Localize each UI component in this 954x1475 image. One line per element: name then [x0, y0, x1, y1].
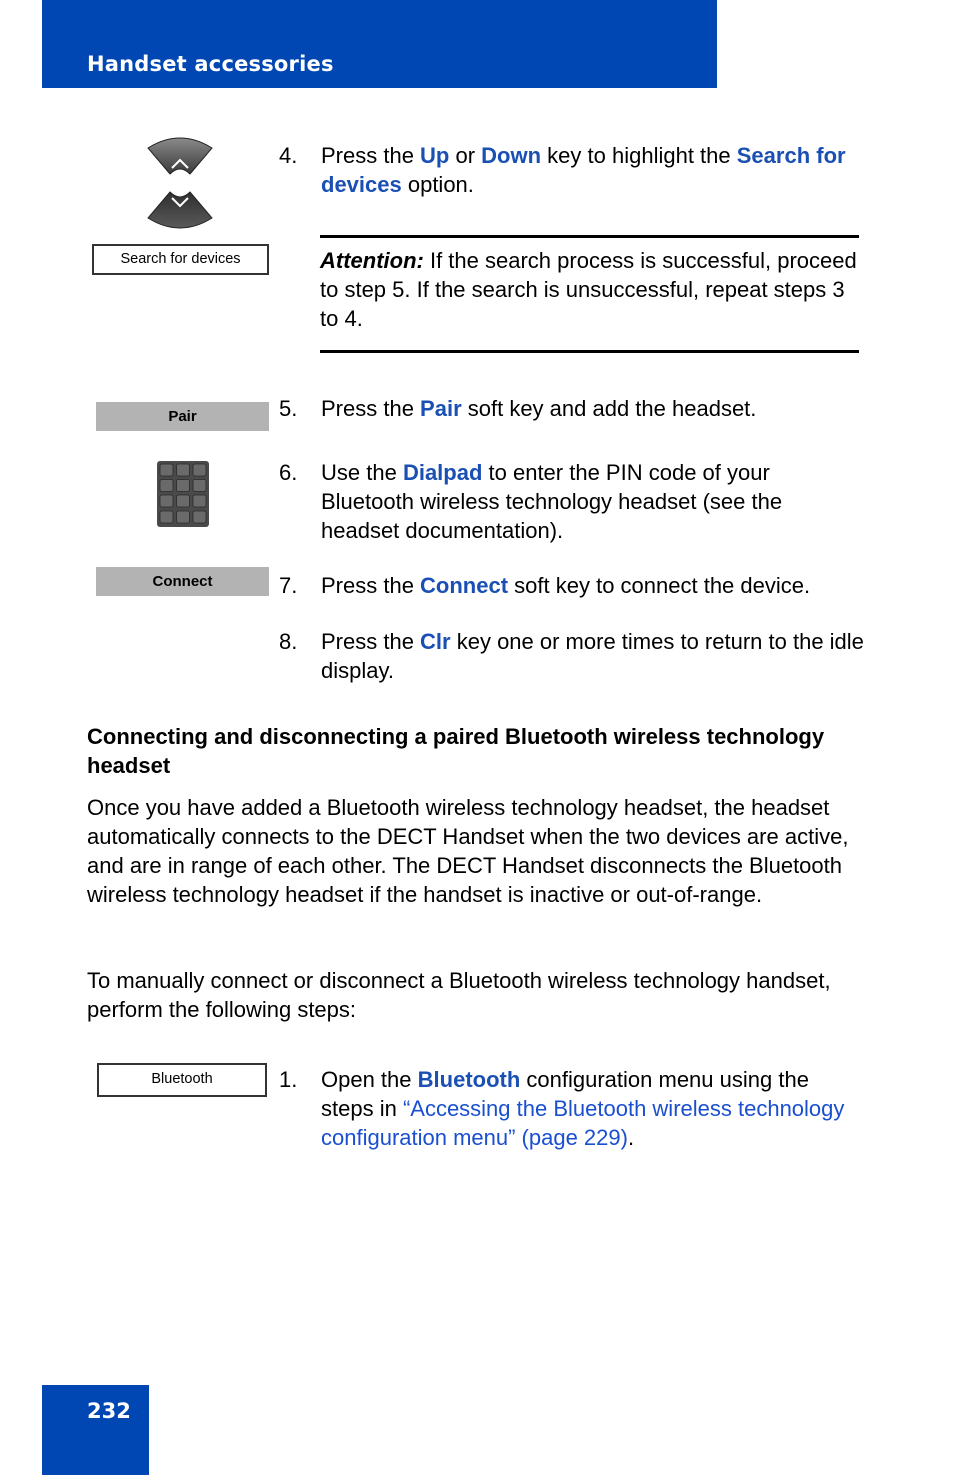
softkey-connect: Connect: [96, 567, 269, 596]
keyword: Up: [420, 143, 450, 168]
step-number: 6.: [279, 460, 298, 485]
section-paragraph-2: To manually connect or disconnect a Bluetooth wireless technology handset, perform the following steps:: [87, 968, 831, 1022]
step-text: [321, 571, 866, 600]
attention-label: Attention:: [320, 248, 424, 273]
page-number: 232: [87, 1399, 131, 1423]
text-run: Use the: [321, 460, 403, 485]
step-number: 4.: [279, 143, 298, 168]
text-run: or: [449, 143, 482, 168]
attention-top-rule: [320, 235, 859, 238]
text-run: key to highlight the: [541, 143, 737, 168]
footer-page-box: [42, 1385, 149, 1475]
attention-bottom-rule: [320, 350, 859, 353]
keyword: Connect: [420, 573, 509, 598]
step-number: 1.: [279, 1067, 298, 1092]
step-number: 5.: [279, 396, 298, 421]
attention-note: [320, 246, 860, 333]
attention-text: If the search process is successful, proceed to step 5. If the search is unsuccessful, repeat steps 3 to 4.: [320, 248, 857, 331]
section-paragraph-1: Once you have added a Bluetooth wireless technology headset, the headset automatically connects to the DECT Handset when the two devices are active, and are in range of each other. The DECT Handset disconnects the Bluetooth wireless technology headset if the handset is inactive or out-of-range.: [87, 795, 849, 907]
section-heading: Connecting and disconnecting a paired Bluetooth wireless technology headset: [87, 724, 825, 778]
text-run: Press the: [321, 143, 421, 168]
text-run: Press the: [321, 396, 421, 421]
step-number: 7.: [279, 573, 298, 598]
text-run: to enter the PIN code of your Bluetooth wireless technology headset (see the headset documentation).: [321, 460, 783, 543]
keyword: Pair: [420, 396, 462, 421]
text-run: configuration menu using the steps in: [321, 1067, 809, 1121]
step-text: [321, 458, 866, 545]
text-run: Press the: [321, 629, 421, 654]
text-run: option.: [401, 172, 474, 197]
keyword: Dialpad: [402, 460, 483, 485]
text-run: soft key to connect the device.: [508, 573, 811, 598]
header-bar: [42, 0, 717, 88]
text-run: soft key and add the headset.: [461, 396, 757, 421]
keyword: Clr: [420, 629, 451, 654]
softkey-search-for-devices: Search for devices: [92, 244, 269, 275]
cross-reference-link[interactable]: “Accessing the Bluetooth wireless technology configuration menu” (page 229): [321, 1096, 845, 1150]
keyword: Search for devices: [321, 143, 846, 197]
text-run: Open the: [321, 1067, 418, 1092]
softkey-pair: Pair: [96, 402, 269, 431]
step-text: [321, 1065, 866, 1152]
text-run: key one or more times to return to the idle display.: [321, 629, 864, 683]
step-number: 8.: [279, 629, 298, 654]
up-down-nav-key-icon: [145, 132, 215, 234]
step-text: [321, 627, 866, 685]
softkey-bluetooth: Bluetooth: [97, 1063, 267, 1097]
keyword: Down: [481, 143, 542, 168]
step-text: [321, 141, 866, 199]
step-text: [321, 394, 866, 423]
dialpad-icon: [157, 461, 209, 527]
text-run: Press the: [321, 573, 421, 598]
header-title: Handset accessories: [87, 52, 334, 76]
keyword: Bluetooth: [417, 1067, 521, 1092]
text-run: .: [627, 1125, 635, 1150]
